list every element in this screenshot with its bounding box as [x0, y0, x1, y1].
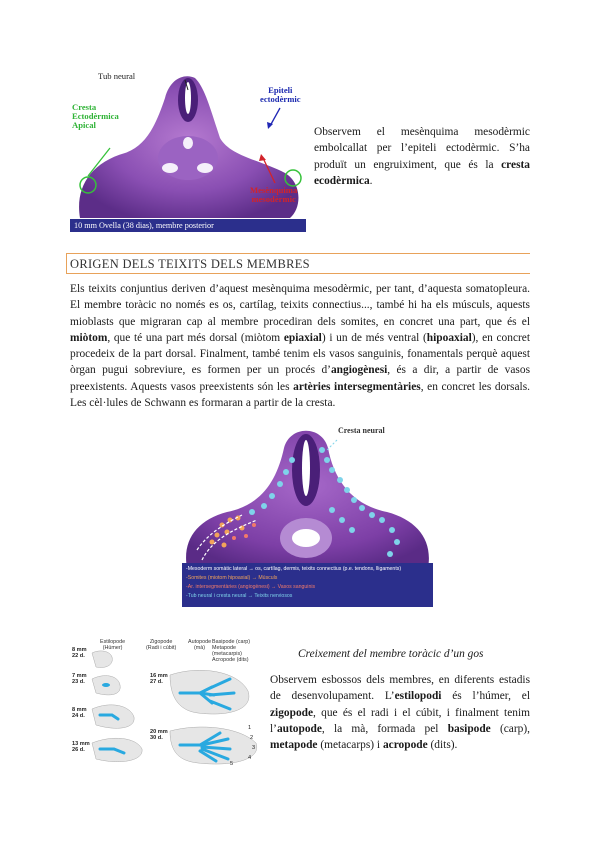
- f3-text-6: (metacarps) i: [317, 739, 383, 752]
- time-age-5: 27 d.: [150, 679, 163, 685]
- header-autopode-name: Autopode: [188, 639, 212, 645]
- header-acropode-name: Acropode (dits): [212, 657, 249, 663]
- figure3-title: Creixement del membre toràcic d’un gos: [298, 648, 484, 660]
- time-size-5: 16 mm: [150, 673, 168, 679]
- header-estilopode-name: Estilopode: [100, 639, 126, 645]
- label-cresta-apical: [72, 103, 119, 130]
- figure-limb-growth: [70, 635, 263, 768]
- header-zigopode-sub: (Radi i cúbit): [146, 645, 177, 651]
- header-basipode-name: Basipode (carp): [212, 639, 251, 645]
- legend-somites: -Somites (miotom hipoaxial) → Músculs: [186, 575, 278, 581]
- f3-text-1: Observem esbossos dels membres, en diferents estadis de desenvolupament. L’: [270, 674, 530, 703]
- intro-text-2: .: [369, 174, 373, 187]
- term-epiaxial: epiaxial: [283, 331, 322, 344]
- figure-tissue-origin: [182, 420, 433, 607]
- header-autopode-sub: (mà): [194, 645, 206, 651]
- label-mesenquima: [250, 186, 297, 204]
- intro-text-1: Observem el mesènquima mesodèrmic embolcallat per l’epiteli ectodèrmic. S’ha produït un engruiximent, que és la: [314, 126, 530, 171]
- time-size-4: 13 mm: [72, 741, 90, 747]
- tissue-origin-histology-image: [182, 420, 433, 568]
- digit-number-3: 3: [252, 745, 256, 751]
- header-metacarpis-name: Metapode (metacarpis): [212, 645, 242, 657]
- label-epiteli-line1: Epiteli: [268, 85, 293, 95]
- time-age-6: 30 d.: [150, 735, 163, 741]
- term-metapode: metapode: [270, 739, 318, 752]
- time-age-3: 24 d.: [72, 713, 85, 719]
- term-estilopodi: estilopodi: [394, 690, 442, 703]
- term-miotom: miòtom: [70, 331, 108, 344]
- label-mesenquima-line1: Mesènquima: [250, 185, 298, 195]
- time-size-1: 8 mm: [72, 647, 87, 653]
- section-title: ORIGEN DELS TEIXITS DELS MEMBRES: [70, 257, 310, 271]
- term-arteries: artèries intersegmentàries: [293, 380, 421, 393]
- legend-arteries: -Ar. intersegmentàries (angiogènesi) → Vasos sanguinis: [186, 584, 316, 590]
- limb-growth-drawings: [70, 635, 263, 768]
- term-zigopode: zigopode: [270, 706, 314, 719]
- main-text-5: , és a dir, a partir de vasos preexistents. Aquests vasos preexistents són les: [70, 364, 530, 393]
- intro-bold-cresta: cresta ecodèrmica: [314, 158, 530, 187]
- main-text-4: ), en concret procedeix de la part dorsal. Finalment, també tenim els vasos sanguinis, fonamentals perquè aquest òrgan pugui sobreviure, es formen per un procés d’: [70, 331, 531, 377]
- label-cresta-line2: Ectodèrmica: [72, 111, 119, 121]
- section-rule-top: [66, 253, 530, 254]
- time-size-3: 8 mm: [72, 707, 87, 713]
- figure3-paragraph: [270, 672, 530, 753]
- main-text-3: ) i un de més ventral (: [321, 331, 427, 344]
- time-age-1: 22 d.: [72, 653, 85, 659]
- label-tub-neural: Tub neural: [98, 71, 136, 81]
- label-cresta-line3: Apical: [72, 120, 96, 130]
- term-basipode: basipode: [447, 722, 491, 735]
- f3-text-3: , que és el radi i el cúbit, i finalment tenim l’: [270, 706, 530, 735]
- figure2-legend: [182, 563, 433, 607]
- label-cresta-neural: Cresta neural: [338, 426, 385, 435]
- main-text-1: Els teixits conjuntius deriven d’aquest mesènquima mesodèrmic, per tant, d’aquesta somatopleura. El membre toràcic no només es os, cartílag, teixits connectius..., també hi ha els músculs, aquests mioblasts que migraran cap al membre procediran dels somites, en concret una part, que és el: [70, 283, 530, 328]
- digit-number-2: 2: [250, 735, 254, 741]
- main-text-2: , que té una part més dorsal (miòtom: [107, 331, 284, 344]
- label-mesenquima-line2: mesodèrmic: [251, 194, 296, 204]
- section-rule-left: [66, 253, 67, 274]
- time-age-4: 26 d.: [72, 747, 85, 753]
- figure1-caption: 10 mm Ovella (38 dias), membre posterior: [70, 219, 306, 232]
- label-epiteli: [260, 86, 301, 104]
- time-size-6: 20 mm: [150, 729, 168, 735]
- figure-limb-bud-section: [70, 68, 306, 232]
- intro-paragraph: [314, 124, 530, 189]
- legend-mesoderm: -Mesoderm somàtic lateral → os, cartílag, dermis, teixits connectius (p.e. tendons, lligaments): [186, 566, 402, 572]
- main-paragraph: [70, 281, 530, 411]
- f3-text-5: (carp),: [490, 722, 530, 735]
- header-estilopode-sub: (Húmer): [102, 645, 123, 651]
- label-cresta-line1: Cresta: [72, 102, 97, 112]
- term-acropode: acropode: [382, 739, 428, 752]
- section-rule-bottom: [66, 273, 530, 274]
- f3-text-2: és l’húmer, el: [441, 690, 530, 703]
- term-angiogenesi: angiogènesi: [330, 364, 388, 377]
- digit-number-1: 1: [248, 725, 252, 731]
- time-size-2: 7 mm: [72, 673, 87, 679]
- term-autopode: autopode: [276, 722, 322, 735]
- legend-neural: -Tub neural i cresta neural → Teixits nerviosos: [186, 593, 293, 599]
- f3-text-4: , la mà, formada pel: [321, 722, 448, 735]
- time-age-2: 23 d.: [72, 679, 85, 685]
- f3-text-7: (dits).: [427, 739, 458, 752]
- term-hipoaxial: hipoaxial: [426, 331, 472, 344]
- digit-number-5: 5: [230, 761, 234, 767]
- digit-number-4: 4: [248, 755, 252, 761]
- label-epiteli-line2: ectodèrmic: [260, 94, 301, 104]
- header-zigopode-name: Zigopode: [149, 639, 173, 645]
- main-text-6: , en concret les dorsals. Les cèl·lules de Schwann es formaran a partir de la cresta.: [70, 380, 530, 410]
